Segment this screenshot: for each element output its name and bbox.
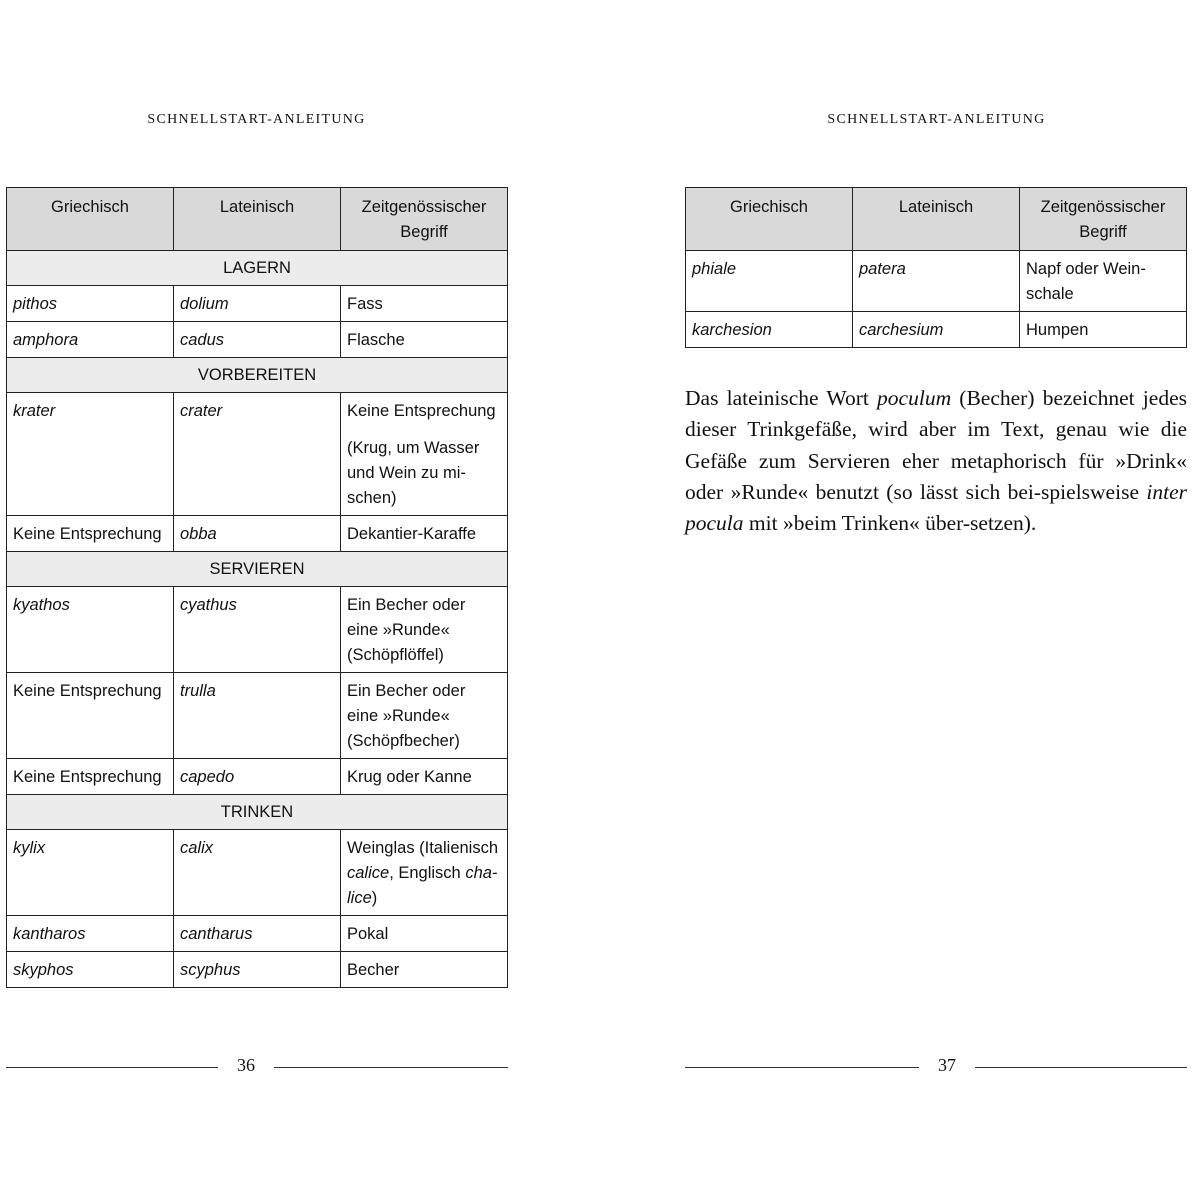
cell-latin: cantharus (174, 916, 341, 952)
paragraph-text: Das lateinische Wort (685, 386, 878, 410)
cell-latin: cyathus (174, 587, 341, 673)
header-latin: Lateinisch (174, 188, 341, 251)
table-row (7, 916, 508, 952)
section-title: LAGERN (7, 251, 508, 286)
header-term: Zeitgenössischer Begriff (1020, 188, 1187, 251)
cell-term: Krug oder Kanne (341, 759, 508, 795)
table-row (7, 830, 508, 916)
page-number: 37 (938, 1055, 956, 1075)
cell-greek: skyphos (7, 952, 174, 988)
footer-rule-left (685, 1067, 919, 1068)
table-row (7, 393, 508, 516)
section-title: VORBEREITEN (7, 358, 508, 393)
header-term: Zeitgenössischer Begriff (341, 188, 508, 251)
footer-rule-right (274, 1067, 508, 1068)
cell-latin: crater (174, 393, 341, 516)
cell-greek: karchesion (686, 312, 853, 348)
table-header-row (686, 188, 1187, 251)
cell-term (341, 393, 508, 516)
term-main: Keine Entsprechung (347, 402, 496, 420)
table-row (7, 516, 508, 552)
cell-term: Ein Becher oder eine »Runde« (Schöpflöffel) (341, 587, 508, 673)
vessel-table (685, 187, 1187, 348)
paragraph-text: mit »beim Trinken« über-setzen). (743, 511, 1037, 536)
header-greek: Griechisch (7, 188, 174, 251)
cell-greek: Keine Entsprechung (7, 516, 174, 552)
section-row-lagern (7, 251, 508, 286)
section-row-servieren (7, 552, 508, 587)
cell-latin: obba (174, 516, 341, 552)
running-head: SCHNELLSTART-ANLEITUNG (827, 112, 1046, 127)
cell-term: Fass (341, 286, 508, 322)
cell-term (341, 830, 508, 916)
cell-term: Becher (341, 952, 508, 988)
cell-latin: trulla (174, 673, 341, 759)
footer-rule-right (975, 1067, 1187, 1068)
cell-greek: phiale (686, 251, 853, 312)
cell-greek: kyathos (7, 587, 174, 673)
table-row (7, 322, 508, 358)
table-row (686, 312, 1187, 348)
cell-greek: krater (7, 393, 174, 516)
table-row (7, 673, 508, 759)
section-title: SERVIEREN (7, 552, 508, 587)
cell-greek: amphora (7, 322, 174, 358)
header-latin: Lateinisch (853, 188, 1020, 251)
section-title: TRINKEN (7, 795, 508, 830)
paragraph-italic: poculum (877, 386, 952, 410)
cell-greek: kylix (7, 830, 174, 916)
running-head: SCHNELLSTART-ANLEITUNG (147, 112, 366, 127)
section-row-trinken (7, 795, 508, 830)
footer-rule-left (6, 1067, 218, 1068)
body-paragraph (685, 383, 1187, 539)
vessel-table (6, 187, 508, 988)
right-page (596, 0, 1192, 1192)
cell-latin: carchesium (853, 312, 1020, 348)
cell-latin: calix (174, 830, 341, 916)
cell-latin: capedo (174, 759, 341, 795)
cell-term: Flasche (341, 322, 508, 358)
cell-greek: Keine Entsprechung (7, 759, 174, 795)
paragraph-text: (Becher) bezeichnet jedes dieser Trinkgefäße, wird aber im Text, genau wie die Gefäße zum Servieren eher metaphorisch für »Drink« oder »Runde« benutzt (so lässt sich bei-spielsweise (685, 386, 1187, 504)
paragraph-italic: inter pocula (685, 479, 1187, 536)
table-row (7, 587, 508, 673)
cell-greek: Keine Entsprechung (7, 673, 174, 759)
cell-term: Dekantier-Karaffe (341, 516, 508, 552)
cell-term: Ein Becher oder eine »Runde« (Schöpfbecher) (341, 673, 508, 759)
term-text: ) (371, 889, 378, 907)
section-row-vorbereiten (7, 358, 508, 393)
table-row (7, 286, 508, 322)
term-italic: calice (347, 864, 390, 882)
term-note: (Krug, um Wasser und Wein zu mi-schen) (347, 439, 480, 507)
cell-term: Humpen (1020, 312, 1187, 348)
table-row (7, 759, 508, 795)
table-row (686, 251, 1187, 312)
term-text: Weinglas (Italienisch (347, 839, 499, 857)
cell-term: Pokal (341, 916, 508, 952)
page-number: 36 (237, 1055, 255, 1075)
table-header-row (7, 188, 508, 251)
term-italic: cha-lice (347, 864, 498, 907)
cell-latin: scyphus (174, 952, 341, 988)
cell-latin: cadus (174, 322, 341, 358)
cell-greek: pithos (7, 286, 174, 322)
cell-latin: patera (853, 251, 1020, 312)
cell-greek: kantharos (7, 916, 174, 952)
table-row (7, 952, 508, 988)
cell-latin: dolium (174, 286, 341, 322)
term-text: , Englisch (389, 864, 466, 882)
cell-term: Napf oder Wein-schale (1020, 251, 1187, 312)
header-greek: Griechisch (686, 188, 853, 251)
